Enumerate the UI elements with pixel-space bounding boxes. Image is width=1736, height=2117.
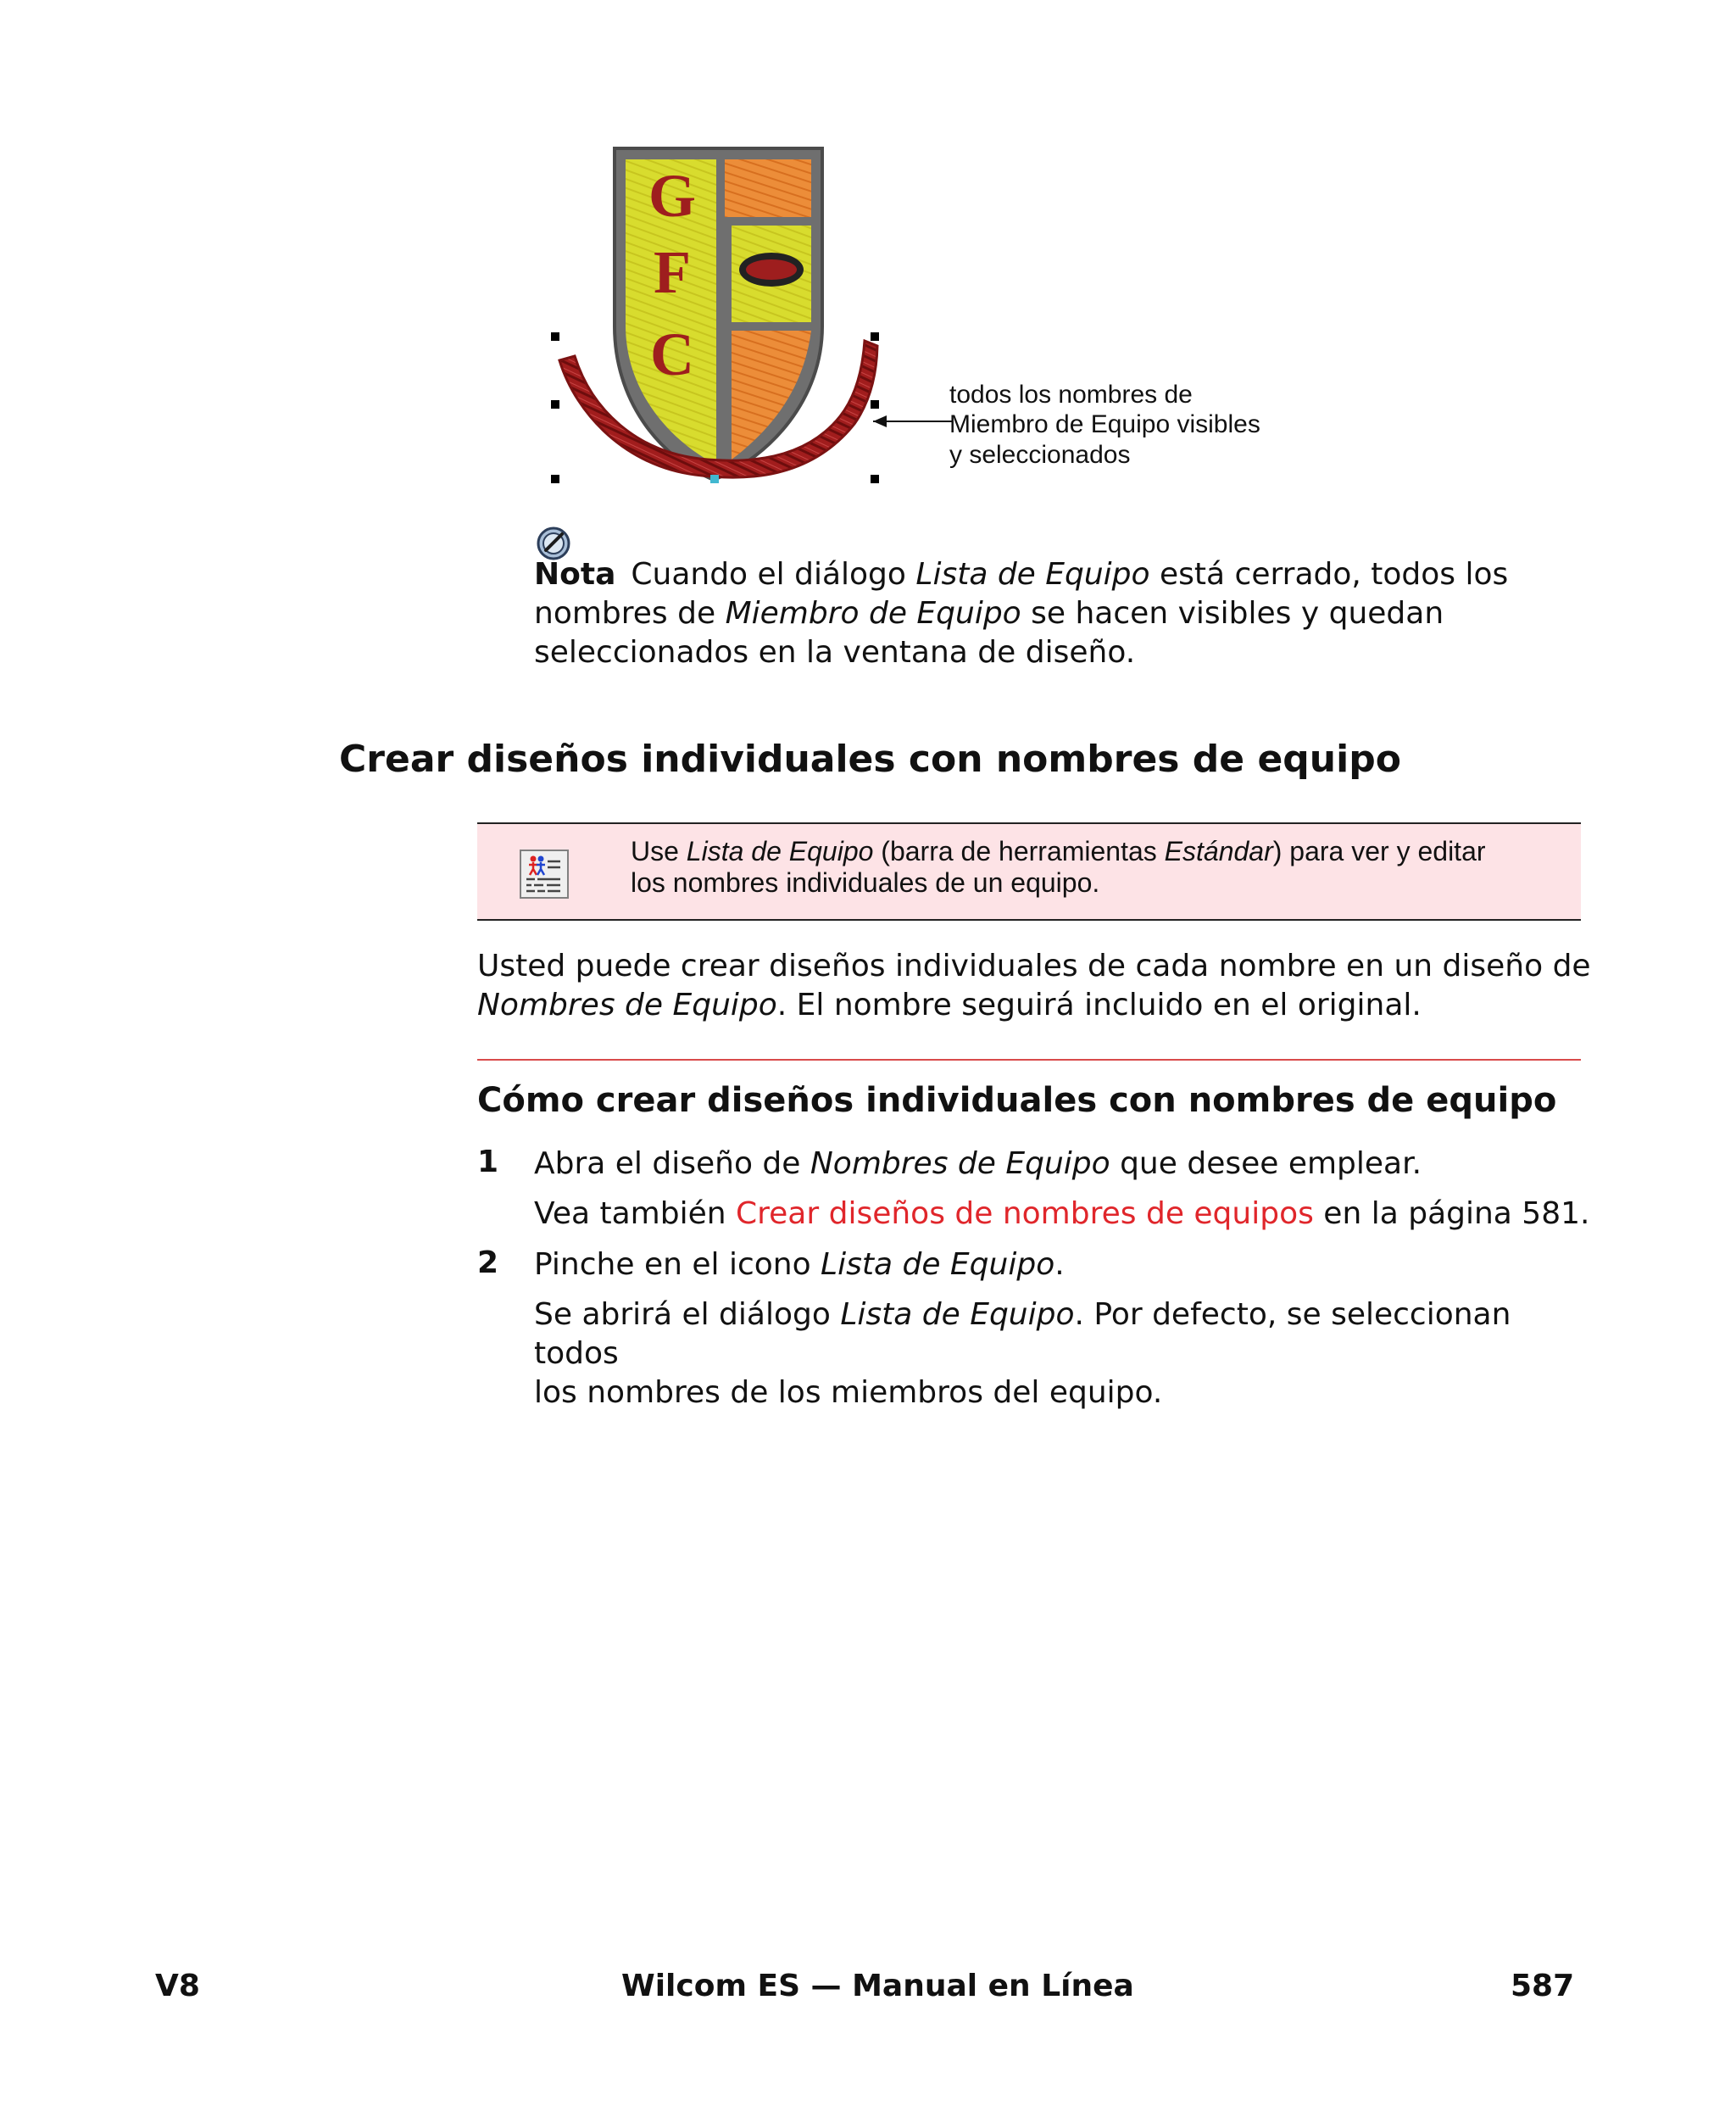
step-result-italic-term: Lista de Equipo bbox=[840, 1297, 1075, 1332]
selection-handle[interactable] bbox=[710, 475, 719, 483]
section-heading: Crear diseños individuales con nombres de equipo bbox=[339, 738, 1401, 781]
step-italic-term: Lista de Equipo bbox=[821, 1247, 1055, 1282]
footer-version: V8 bbox=[155, 1969, 200, 2003]
section-divider bbox=[477, 1059, 1581, 1061]
figure-caption bbox=[949, 380, 1305, 470]
step-text-part: que desee emplear. bbox=[1110, 1146, 1422, 1181]
step-result-line: los nombres de los miembros del equipo. bbox=[534, 1375, 1163, 1411]
selection-handle[interactable] bbox=[871, 332, 879, 341]
tool-box-text-part: Use bbox=[631, 836, 687, 866]
team-list-icon[interactable] bbox=[520, 850, 569, 899]
note-italic-term: Lista de Equipo bbox=[915, 557, 1150, 592]
step-result-part: . Por defecto, se seleccionan todos bbox=[534, 1297, 1511, 1372]
step-text-part: Abra el diseño de bbox=[534, 1146, 810, 1181]
note-text: se hacen visibles y quedan bbox=[1021, 596, 1444, 632]
note-text: seleccionados en la ventana de diseño. bbox=[534, 635, 1136, 671]
caption-line: Miembro de Equipo visibles bbox=[949, 410, 1260, 439]
selection-handle[interactable] bbox=[551, 400, 559, 409]
intro-line: . El nombre seguirá incluido en el original. bbox=[776, 988, 1422, 1023]
team-list-tool-box bbox=[477, 822, 1581, 921]
selection-handle[interactable] bbox=[871, 400, 879, 409]
crest-right-top-panel bbox=[724, 159, 811, 217]
step-text bbox=[534, 1145, 1594, 1184]
tool-box-italic-term: Lista de Equipo bbox=[686, 836, 874, 866]
intro-italic-term: Nombres de Equipo bbox=[477, 988, 777, 1023]
intro-paragraph bbox=[477, 947, 1596, 1025]
note-text: está cerrado, todos los bbox=[1149, 557, 1509, 592]
step-italic-term: Nombres de Equipo bbox=[810, 1146, 1110, 1181]
step-text-part: . bbox=[1054, 1247, 1065, 1282]
intro-line: Usted puede crear diseños individuales de cada nombre en un diseño de bbox=[477, 949, 1591, 983]
step-text bbox=[534, 1245, 1594, 1284]
tool-box-text-line: los nombres individuales de un equipo. bbox=[631, 867, 1100, 899]
selection-handle[interactable] bbox=[551, 475, 559, 483]
selection-handle[interactable] bbox=[871, 475, 879, 483]
tool-box-italic-term: Estándar bbox=[1164, 836, 1273, 866]
caption-line: y seleccionados bbox=[949, 440, 1131, 469]
crest-letter-f: F bbox=[654, 238, 691, 306]
step-result bbox=[534, 1295, 1594, 1412]
note-block bbox=[534, 555, 1585, 672]
step-result-part: Se abrirá el diálogo bbox=[534, 1297, 841, 1332]
caption-arrow-head bbox=[873, 415, 887, 427]
see-also-prefix: Vea también bbox=[534, 1196, 736, 1231]
note-text: Cuando el diálogo bbox=[631, 557, 916, 592]
tool-box-text bbox=[631, 836, 1580, 900]
procedure-heading: Cómo crear diseños individuales con nombres de equipo bbox=[477, 1081, 1557, 1120]
tool-box-text-part: (barra de herramientas bbox=[873, 836, 1165, 866]
step-number: 1 bbox=[477, 1145, 499, 1179]
caption-line: todos los nombres de bbox=[949, 381, 1193, 409]
see-also-line bbox=[534, 1195, 1594, 1234]
note-label: Nota bbox=[534, 557, 616, 592]
crest-letter-g: G bbox=[648, 162, 697, 230]
step-text-part: Pinche en el icono bbox=[534, 1247, 821, 1282]
note-italic-term: Miembro de Equipo bbox=[725, 596, 1021, 632]
see-also-link[interactable]: Crear diseños de nombres de equipos bbox=[736, 1196, 1314, 1231]
footer-page-number: 587 bbox=[1511, 1969, 1575, 2003]
crest-letter-c: C bbox=[650, 320, 694, 388]
tool-box-text-part: ) para ver y editar bbox=[1272, 836, 1486, 866]
selection-handle[interactable] bbox=[551, 332, 559, 341]
footer-title: Wilcom ES — Manual en Línea bbox=[621, 1969, 1134, 2003]
step-number: 2 bbox=[477, 1245, 499, 1280]
note-text: nombres de bbox=[534, 596, 726, 632]
see-also-suffix: en la página 581. bbox=[1313, 1196, 1590, 1231]
